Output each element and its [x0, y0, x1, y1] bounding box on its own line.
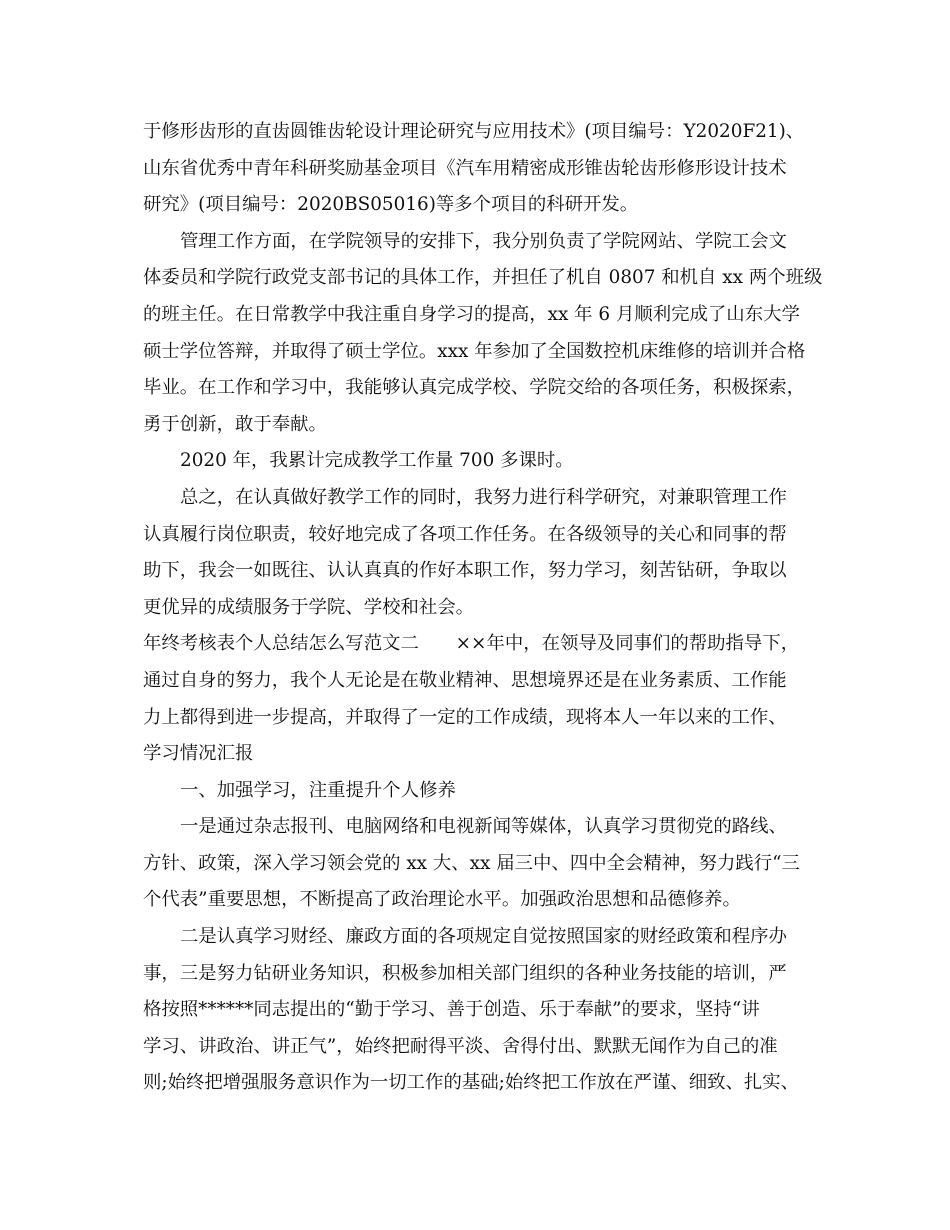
- text-line: 硕士学位答辩，并取得了硕士学位。xxx 年参加了全国数控机床维修的培训并合格: [143, 340, 806, 362]
- text-line: 二是认真学习财经、廉政方面的各项规定自觉按照国家的财经政策和程序办: [180, 926, 787, 948]
- text-line: 总之，在认真做好教学工作的同时，我努力进行科学研究，对兼职管理工作: [180, 486, 787, 508]
- text-line: 研究》(项目编号：2020BS05016)等多个项目的科研开发。: [143, 194, 639, 216]
- text-line: 通过自身的努力，我个人无论是在敬业精神、思想境界还是在业务素质、工作能: [143, 669, 787, 691]
- text-line: 个代表”重要思想，不断提高了政治理论水平。加强政治思想和品德修养。: [143, 889, 741, 911]
- text-line: 体委员和学院行政党支部书记的具体工作，并担任了机自 0807 和机自 xx 两个班级: [143, 267, 823, 289]
- text-line: 管理工作方面，在学院领导的安排下，我分别负责了学院网站、学院工会文: [180, 230, 787, 252]
- text-line: 认真履行岗位职责，较好地完成了各项工作任务。在各级领导的关心和同事的帮: [143, 523, 787, 545]
- text-line: 助下，我会一如既往、认认真真的作好本职工作，努力学习，刻苦钻研，争取以: [143, 560, 787, 582]
- text-line: 则;始终把增强服务意识作为一切工作的基础;始终把工作放在严谨、细致、扎实、: [143, 1072, 800, 1094]
- text-line: 毕业。在工作和学习中，我能够认真完成学校、学院交给的各项任务，积极探索，: [143, 377, 806, 399]
- text-line: 事，三是努力钻研业务知识，积极参加相关部门组织的各种业务技能的培训，严: [143, 962, 787, 984]
- text-line: 学习情况汇报: [143, 743, 254, 765]
- text-line: 一、加强学习，注重提升个人修养: [180, 779, 456, 801]
- text-line: 力上都得到进一步提高，并取得了一定的工作成绩，现将本人一年以来的工作、: [143, 706, 787, 728]
- text-line: 山东省优秀中青年科研奖励基金项目《汽车用精密成形锥齿轮齿形修形设计技术: [143, 157, 787, 179]
- text-line: 一是通过杂志报刊、电脑网络和电视新闻等媒体，认真学习贯彻党的路线、: [180, 816, 787, 838]
- text-line: 方针、政策，深入学习领会党的 xx 大、xx 届三中、四中全会精神，努力践行“三: [143, 852, 800, 874]
- text-line: 更优异的成绩服务于学院、学校和社会。: [143, 596, 475, 618]
- text-line: 勇于创新，敢于奉献。: [143, 413, 327, 435]
- text-line: 2020 年，我累计完成教学工作量 700 多课时。: [180, 450, 574, 472]
- text-line: 学习、讲政治、讲正气”，始终把耐得平淡、舍得付出、默默无闻作为自己的准: [143, 1035, 778, 1057]
- text-line: 的班主任。在日常教学中我注重自身学习的提高，xx 年 6 月顺利完成了山东大学: [143, 303, 800, 325]
- document-body: [143, 114, 823, 1102]
- text-line: 格按照******同志提出的“勤于学习、善于创造、乐于奉献”的要求，坚持“讲: [143, 999, 760, 1021]
- text-line: 年终考核表个人总结怎么写范文二 ××年中，在领导及同事们的帮助指导下，: [143, 633, 800, 655]
- text-line: 于修形齿形的直齿圆锥齿轮设计理论研究与应用技术》(项目编号：Y2020F21)、: [143, 121, 805, 142]
